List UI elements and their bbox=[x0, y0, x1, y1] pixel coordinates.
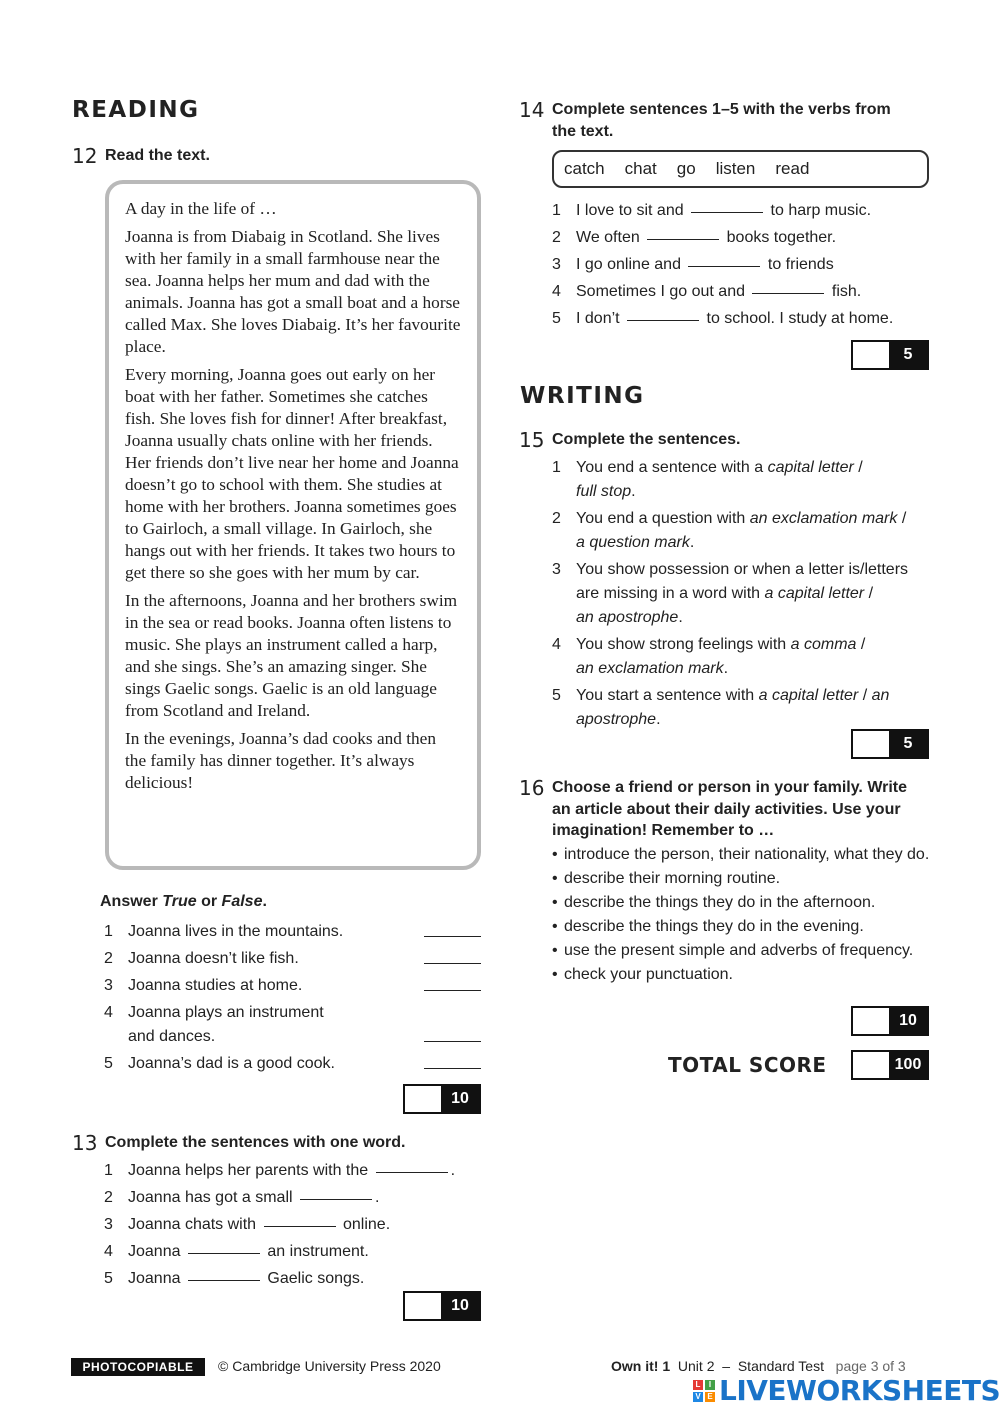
item-text: an instrument. bbox=[267, 1243, 369, 1260]
item-text: Sometimes I go out and bbox=[576, 283, 745, 300]
reading-text-box bbox=[105, 180, 481, 870]
question-instruction: Read the text. bbox=[105, 147, 210, 164]
score-value: 5 bbox=[889, 731, 927, 757]
score-value: 10 bbox=[441, 1086, 479, 1112]
item-number: 1 bbox=[104, 923, 113, 940]
test-label: Standard Test bbox=[737, 1358, 824, 1374]
item-text: describe the things they do in the evening. bbox=[564, 918, 864, 935]
true-false-instruction bbox=[100, 893, 267, 911]
list-item bbox=[552, 917, 932, 937]
list-item bbox=[104, 1213, 455, 1237]
logo-letter: V bbox=[693, 1392, 703, 1402]
item-text: Joanna bbox=[128, 1270, 181, 1287]
option-text[interactable]: a question mark bbox=[576, 534, 690, 551]
item-text: Joanna helps her parents with the bbox=[128, 1162, 369, 1179]
story-title: A day in the life of … bbox=[125, 199, 277, 218]
item-number: 5 bbox=[104, 1270, 113, 1287]
item-text: books together. bbox=[726, 229, 837, 246]
score-box bbox=[851, 340, 929, 370]
item-number: 1 bbox=[104, 1162, 113, 1179]
verbs-list bbox=[552, 199, 893, 331]
word-bank-word: go bbox=[676, 159, 696, 178]
list-item bbox=[552, 253, 893, 277]
option-text[interactable]: a capital letter bbox=[758, 687, 859, 704]
answer-blank[interactable] bbox=[424, 1041, 481, 1042]
bullet-icon: • bbox=[552, 894, 558, 911]
copyright: © Cambridge University Press 2020 bbox=[218, 1358, 441, 1374]
answer-blank[interactable] bbox=[300, 1199, 372, 1200]
option-text[interactable]: a capital letter bbox=[764, 585, 865, 602]
list-item bbox=[104, 1267, 455, 1291]
item-number: 2 bbox=[104, 950, 113, 967]
logo-text: LIVEWORKSHEETS bbox=[719, 1374, 1000, 1407]
score-box bbox=[851, 1006, 929, 1036]
bullet-icon: • bbox=[552, 942, 558, 959]
item-number: 2 bbox=[552, 229, 561, 246]
item-text: . bbox=[450, 1162, 456, 1179]
answer-blank[interactable] bbox=[188, 1280, 260, 1281]
question-instruction: Complete the sentences. bbox=[552, 431, 741, 448]
bullet-icon: • bbox=[552, 870, 558, 887]
complete-sentences-list bbox=[104, 1159, 455, 1291]
item-text: to friends bbox=[767, 256, 834, 273]
logo-letter: L bbox=[693, 1380, 703, 1390]
answer-blank[interactable] bbox=[424, 1068, 481, 1069]
word-bank-word: catch bbox=[564, 159, 605, 178]
item-text: and dances. bbox=[128, 1028, 216, 1045]
question-instruction: Complete sentences 1–5 with the verbs from the text. bbox=[552, 101, 891, 140]
logo-letter: I bbox=[705, 1380, 715, 1390]
option-text[interactable]: an exclamation mark bbox=[749, 510, 898, 527]
item-text: You show possession or when a letter is/letters bbox=[576, 561, 909, 578]
unit-label: Unit 2 bbox=[677, 1358, 715, 1374]
list-item bbox=[104, 1240, 455, 1264]
score-input[interactable] bbox=[405, 1293, 441, 1319]
writing-title: WRITING bbox=[520, 383, 645, 409]
score-box bbox=[403, 1291, 481, 1321]
item-text: Joanna studies at home. bbox=[128, 977, 303, 994]
item-number: 2 bbox=[104, 1189, 113, 1206]
score-value: 10 bbox=[889, 1008, 927, 1034]
item-text: You end a sentence with a bbox=[576, 459, 768, 476]
item-text: You start a sentence with bbox=[576, 687, 759, 704]
bullet-icon: • bbox=[552, 966, 558, 983]
answer-blank[interactable] bbox=[376, 1172, 448, 1173]
list-item bbox=[552, 307, 893, 331]
item-text: to school. I study at home. bbox=[706, 310, 894, 327]
list-item bbox=[552, 845, 932, 865]
answer-blank[interactable] bbox=[627, 320, 699, 321]
score-input[interactable] bbox=[853, 342, 889, 368]
question-15-header bbox=[519, 429, 741, 451]
item-text: Joanna chats with bbox=[128, 1216, 257, 1233]
item-text: / bbox=[864, 585, 874, 602]
item-text: introduce the person, their nationality, what they do. bbox=[564, 846, 930, 863]
item-number: 4 bbox=[552, 636, 561, 653]
list-item bbox=[552, 965, 932, 985]
list-item bbox=[552, 893, 932, 913]
score-value: 10 bbox=[441, 1293, 479, 1319]
question-number: 12 bbox=[72, 144, 98, 168]
question-instruction: Choose a friend or person in your family. Write an article about their daily activities. Use your imagination! Remember to … bbox=[552, 779, 908, 839]
liveworksheets-logo bbox=[693, 1374, 1000, 1407]
true-false-list bbox=[104, 920, 343, 1076]
list-item bbox=[104, 974, 343, 998]
writing-checklist bbox=[552, 845, 932, 989]
score-box bbox=[851, 729, 929, 759]
question-16-header bbox=[519, 777, 929, 842]
item-text: fish. bbox=[831, 283, 862, 300]
answer-blank[interactable] bbox=[752, 293, 824, 294]
item-text: online. bbox=[342, 1216, 391, 1233]
answer-blank[interactable] bbox=[188, 1253, 260, 1254]
item-text: check your punctuation. bbox=[564, 966, 733, 983]
item-number: 5 bbox=[552, 310, 561, 327]
answer-blank[interactable] bbox=[691, 212, 763, 213]
story-paragraph: In the evenings, Joanna’s dad cooks and then the family has dinner together. It’s always delicious! bbox=[125, 729, 436, 792]
item-text: / bbox=[856, 636, 866, 653]
separator: – bbox=[722, 1358, 731, 1374]
list-item bbox=[552, 684, 932, 732]
question-14-header bbox=[519, 99, 919, 143]
item-text: You show strong feelings with bbox=[576, 636, 791, 653]
item-number: 3 bbox=[104, 1216, 113, 1233]
item-number: 2 bbox=[552, 510, 561, 527]
list-item bbox=[552, 941, 932, 961]
answer-blank[interactable] bbox=[424, 936, 481, 937]
word-bank-word: listen bbox=[715, 159, 756, 178]
instruction-text: Answer bbox=[100, 893, 158, 910]
list-item bbox=[104, 947, 343, 971]
item-number: 4 bbox=[104, 1004, 113, 1021]
total-score-label: TOTAL SCORE bbox=[668, 1053, 827, 1077]
answer-blank[interactable] bbox=[688, 266, 760, 267]
logo-letter: E bbox=[705, 1392, 715, 1402]
item-text: are missing in a word with bbox=[576, 585, 765, 602]
list-item bbox=[104, 1159, 455, 1183]
list-item bbox=[552, 456, 932, 504]
item-text: describe the things they do in the afternoon. bbox=[564, 894, 876, 911]
question-number: 14 bbox=[519, 98, 545, 122]
list-item bbox=[104, 1186, 455, 1210]
answer-blank[interactable] bbox=[264, 1226, 336, 1227]
total-score-box bbox=[851, 1050, 929, 1080]
punctuation-list bbox=[552, 456, 932, 732]
question-12-header bbox=[72, 145, 210, 167]
option-text[interactable]: an apostrophe bbox=[576, 609, 679, 626]
item-text: Joanna’s dad is a good cook. bbox=[128, 1055, 335, 1072]
item-text: . bbox=[375, 1189, 380, 1206]
bullet-icon: • bbox=[552, 918, 558, 935]
item-text: Joanna lives in the mountains. bbox=[128, 923, 344, 940]
item-text: . bbox=[631, 483, 636, 500]
score-value: 5 bbox=[889, 342, 927, 368]
score-input[interactable] bbox=[853, 1052, 889, 1078]
score-value: 100 bbox=[889, 1052, 927, 1078]
photocopiable-badge: PHOTOCOPIABLE bbox=[71, 1358, 205, 1376]
list-item bbox=[552, 280, 893, 304]
reading-title: READING bbox=[72, 97, 200, 123]
story-paragraph: In the afternoons, Joanna and her brothers swim in the sea or read books. Joanna often listens to music. She plays an instrument called a harp, and she sings. She’s an amazing singer. She sings Gaelic songs. Gaelic is an old language from Scotland and Ireland. bbox=[125, 591, 458, 720]
item-text: I don’t bbox=[576, 310, 620, 327]
footer-info bbox=[611, 1358, 906, 1374]
item-text: You end a question with bbox=[576, 510, 750, 527]
bullet-icon: • bbox=[552, 846, 558, 863]
logo-icon bbox=[693, 1380, 715, 1402]
list-item bbox=[104, 1052, 343, 1076]
score-input[interactable] bbox=[405, 1086, 441, 1112]
item-text: We often bbox=[576, 229, 640, 246]
item-text: I go online and bbox=[576, 256, 681, 273]
item-text: to harp music. bbox=[770, 202, 872, 219]
question-number: 15 bbox=[519, 428, 545, 452]
list-item bbox=[552, 869, 932, 889]
option-text[interactable]: apostrophe bbox=[576, 711, 657, 728]
item-number: 5 bbox=[552, 687, 561, 704]
question-number: 13 bbox=[72, 1131, 98, 1155]
list-item bbox=[552, 507, 932, 555]
option-text[interactable]: an exclamation mark bbox=[576, 660, 724, 677]
item-number: 4 bbox=[552, 283, 561, 300]
item-number: 3 bbox=[552, 561, 561, 578]
item-number: 3 bbox=[552, 256, 561, 273]
word-bank bbox=[552, 150, 929, 188]
item-text: . bbox=[656, 711, 661, 728]
option-text[interactable]: full stop bbox=[576, 483, 632, 500]
item-number: 3 bbox=[104, 977, 113, 994]
item-text: . bbox=[689, 534, 695, 551]
item-text: describe their morning routine. bbox=[564, 870, 781, 887]
story-paragraph: Joanna is from Diabaig in Scotland. She lives with her family in a small farmhouse near the sea. Joanna helps her mum and dad with the animals. Joanna has got a small boat and a horse called Max. She loves Diabaig. It’s her favourite place. bbox=[125, 227, 461, 356]
item-text: / bbox=[858, 687, 872, 704]
item-number: 5 bbox=[104, 1055, 113, 1072]
word-bank-word: chat bbox=[624, 159, 657, 178]
list-item bbox=[552, 226, 893, 250]
item-number: 1 bbox=[552, 202, 561, 219]
answer-blank[interactable] bbox=[424, 963, 481, 964]
item-text: Joanna has got a small bbox=[128, 1189, 293, 1206]
item-number: 4 bbox=[104, 1243, 113, 1260]
list-item bbox=[552, 199, 893, 223]
score-input[interactable] bbox=[853, 731, 889, 757]
answer-blank[interactable] bbox=[647, 239, 719, 240]
item-text: use the present simple and adverbs of frequency. bbox=[564, 942, 914, 959]
item-text: / bbox=[853, 459, 863, 476]
item-text: . bbox=[723, 660, 729, 677]
score-box bbox=[403, 1084, 481, 1114]
question-13-header bbox=[72, 1132, 406, 1154]
item-text: Joanna doesn’t like fish. bbox=[128, 950, 299, 967]
item-number: 1 bbox=[552, 459, 561, 476]
story-paragraph: Every morning, Joanna goes out early on her boat with her father. Sometimes she catches fish. She loves fish for dinner! After breakfast, Joanna usually chats online with her friends. Her friends don’t live near her home and Joanna doesn’t go to school with them. She studies at home with her brothers. Joanna sometimes goes to Gairloch, a small village. In Gairloch, she hangs out with her friends. It takes two hours to get there so she goes with her mum by car. bbox=[125, 365, 459, 582]
question-number: 16 bbox=[519, 776, 545, 800]
list-item bbox=[552, 633, 932, 681]
item-text: Gaelic songs. bbox=[267, 1270, 365, 1287]
item-text: Joanna plays an instrument bbox=[128, 1004, 324, 1021]
word-bank-word: read bbox=[775, 159, 810, 178]
page-number: page 3 of 3 bbox=[835, 1358, 906, 1374]
option-text[interactable]: capital letter bbox=[767, 459, 854, 476]
item-text: / bbox=[897, 510, 907, 527]
instruction-text: . bbox=[262, 893, 267, 910]
score-input[interactable] bbox=[853, 1008, 889, 1034]
instruction-text: or bbox=[201, 893, 218, 910]
list-item bbox=[552, 558, 932, 630]
list-item bbox=[104, 1001, 343, 1049]
item-text: I love to sit and bbox=[576, 202, 684, 219]
instruction-false: False bbox=[221, 893, 263, 910]
option-text[interactable]: a comma bbox=[790, 636, 857, 653]
answer-blank[interactable] bbox=[424, 990, 481, 991]
option-text[interactable]: an bbox=[871, 687, 890, 704]
item-text: Joanna bbox=[128, 1243, 181, 1260]
book-title: Own it! 1 bbox=[611, 1358, 671, 1374]
item-text: . bbox=[678, 609, 683, 626]
instruction-true: True bbox=[162, 893, 197, 910]
question-instruction: Complete the sentences with one word. bbox=[105, 1134, 406, 1151]
list-item bbox=[104, 920, 343, 944]
